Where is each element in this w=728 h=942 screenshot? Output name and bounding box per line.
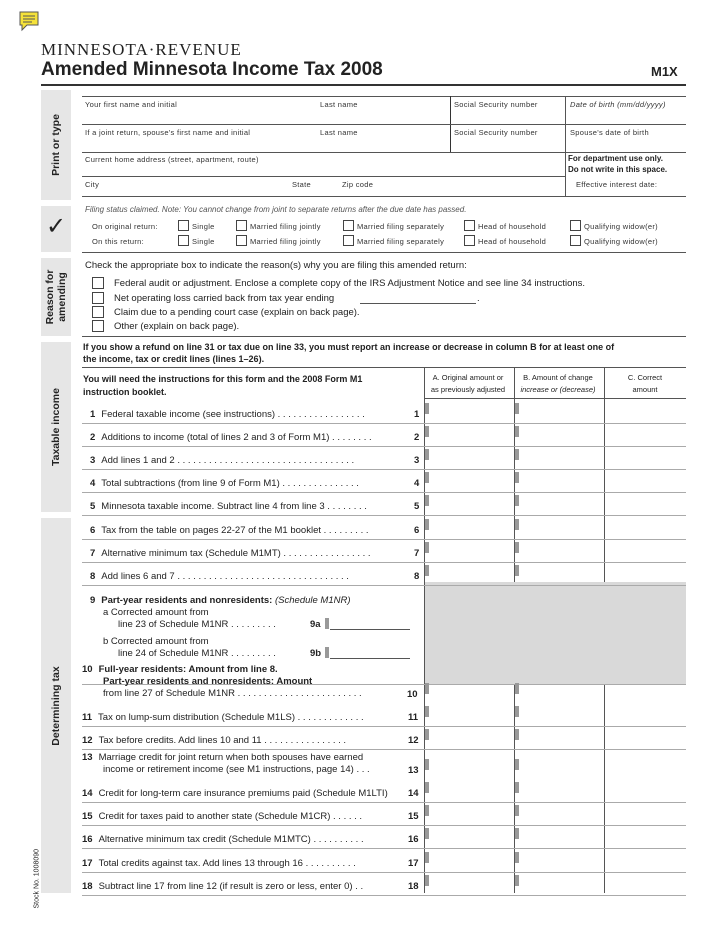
- line-3-col-b-marker: [515, 449, 519, 460]
- line-8-col-c-field[interactable]: [605, 565, 686, 585]
- orig-hoh-label: Head of household: [478, 222, 547, 231]
- line-7-col-c-field[interactable]: [605, 542, 686, 562]
- reason-nol-checkbox[interactable]: [92, 292, 104, 304]
- line-8-col-a-field[interactable]: [425, 565, 513, 585]
- zip-label: Zip code: [342, 180, 374, 189]
- form-title: Amended Minnesota Income Tax 2008: [41, 59, 383, 80]
- line-11-col-a-field[interactable]: [425, 706, 513, 726]
- org-name: MINNESOTA·REVENUE: [41, 40, 242, 59]
- line-4-col-c-field[interactable]: [605, 472, 686, 492]
- line-6: 6 Tax from the table on pages 22-27 of the M1 booklet . . . . . . . . .: [90, 525, 369, 536]
- line-8-ref: 8: [414, 571, 420, 582]
- line-3-col-c-field[interactable]: [605, 449, 686, 469]
- line-4-rule: [82, 492, 686, 493]
- line-1: 1 Federal taxable income (see instructions) . . . . . . . . . . . . . . . . .: [90, 409, 365, 420]
- line-16-col-b-field[interactable]: [515, 828, 603, 848]
- line-3-col-a-field[interactable]: [425, 449, 513, 469]
- spouse-first-label: If a joint return, spouse's first name and initial: [85, 128, 251, 137]
- orig-single-label: Single: [192, 222, 215, 231]
- dept-use-2: Do not write in this space.: [568, 165, 668, 174]
- line-18-rule: [82, 895, 686, 896]
- state-label: State: [292, 180, 312, 189]
- line-16: 16 Alternative minimum tax credit (Schedule M1MTC) . . . . . . . . . .: [82, 834, 364, 845]
- line-4-col-b-field[interactable]: [515, 472, 603, 492]
- line-16-ref: 16: [408, 834, 419, 845]
- line-14: 14 Credit for long-term care insurance premiums paid (Schedule M1LTI): [82, 788, 388, 799]
- filing-row-this: On this return:: [92, 237, 145, 246]
- line-18-col-c-field[interactable]: [605, 875, 686, 895]
- line-16-col-b-marker: [515, 828, 519, 839]
- line9b-field[interactable]: [330, 658, 410, 659]
- line-2-rule: [82, 446, 686, 447]
- line-14-col-b-marker: [515, 782, 519, 793]
- line-14-rule: [82, 802, 686, 803]
- reason-court-checkbox[interactable]: [92, 306, 104, 318]
- line9a-field[interactable]: [330, 629, 410, 630]
- line-11-col-c-field[interactable]: [605, 706, 686, 726]
- line10-ref: 10: [407, 689, 418, 700]
- line-14-col-a-field[interactable]: [425, 782, 513, 802]
- instructions-note-2: instruction booklet.: [83, 387, 167, 397]
- line-15: 15 Credit for taxes paid to another state (Schedule M1CR) . . . . . .: [82, 811, 363, 822]
- line9a-ref: 9a: [310, 619, 321, 630]
- checkmark-icon: ✓: [46, 212, 67, 240]
- line-11: 11 Tax on lump-sum distribution (Schedule M1LS) . . . . . . . . . . . . .: [82, 712, 364, 723]
- orig-qw-checkbox[interactable]: [570, 220, 581, 231]
- line-3-ref: 3: [414, 455, 420, 466]
- line-8: 8 Add lines 6 and 7 . . . . . . . . . . . . . . . . . . . . . . . . . . . . . . . . .: [90, 571, 349, 582]
- line13: 13 Marriage credit for joint return when both spouses have earned income or retirement income (see M1 instructions, page 14) . . .: [82, 752, 370, 775]
- reason-court-label: Claim due to a pending court case (explain on back page).: [114, 307, 360, 318]
- form-id: M1X: [651, 64, 678, 79]
- line-18-ref: 18: [408, 881, 419, 892]
- line-16-col-c-field[interactable]: [605, 828, 686, 848]
- line9a-1: a Corrected amount from: [103, 607, 209, 618]
- line-8-rule: [82, 585, 686, 586]
- line-3-col-b-field[interactable]: [515, 449, 603, 469]
- line9b-marker: [325, 647, 329, 658]
- line-3-col-a-marker: [425, 449, 429, 460]
- line9b-1: b Corrected amount from: [103, 636, 209, 647]
- sidebar-print-label: Print or type: [50, 114, 62, 176]
- dob-label: Date of birth (mm/dd/yyyy): [570, 100, 666, 109]
- line-2: 2 Additions to income (total of lines 2 and 3 of Form M1) . . . . . . . .: [90, 432, 372, 443]
- this-single-checkbox[interactable]: [178, 235, 189, 246]
- reason-audit-checkbox[interactable]: [92, 277, 104, 289]
- line-18: 18 Subtract line 17 from line 12 (if result is zero or less, enter 0) . .: [82, 881, 364, 892]
- line-12-rule: [82, 749, 686, 750]
- this-hoh-checkbox[interactable]: [464, 235, 475, 246]
- line-18-col-b-marker: [515, 875, 519, 886]
- line-2-col-b-field[interactable]: [515, 426, 603, 446]
- line-5-rule: [82, 515, 686, 516]
- line-17-rule: [82, 872, 686, 873]
- line-1-col-a-marker: [425, 403, 429, 414]
- nol-year-field[interactable]: [360, 303, 476, 304]
- address-label: Current home address (street, apartment, route): [85, 155, 259, 164]
- line-18-col-b-field[interactable]: [515, 875, 603, 895]
- line-3: 3 Add lines 1 and 2 . . . . . . . . . . . . . . . . . . . . . . . . . . . . . . . . . .: [90, 455, 355, 466]
- spouse-dob-label: Spouse's date of birth: [570, 128, 649, 137]
- line-12: 12 Tax before credits. Add lines 10 and 11 . . . . . . . . . . . . . . . .: [82, 735, 347, 746]
- this-mfs-label: Married filing separately: [357, 237, 445, 246]
- orig-single-checkbox[interactable]: [178, 220, 189, 231]
- line-13-col-a-marker: [425, 759, 429, 770]
- line-10-col-b-marker: [515, 683, 519, 694]
- line-1-col-a-field[interactable]: [425, 403, 513, 423]
- line-8-col-a-marker: [425, 565, 429, 576]
- line-15-col-c-field[interactable]: [605, 805, 686, 825]
- line9a-2: line 23 of Schedule M1NR . . . . . . . . .: [118, 619, 276, 630]
- sidebar-taxable-label: Taxable income: [50, 388, 62, 467]
- header-rule: [41, 84, 686, 86]
- line-5-col-b-marker: [515, 495, 519, 506]
- line-7-col-a-field[interactable]: [425, 542, 513, 562]
- line9: 9 Part-year residents and nonresidents: (Schedule M1NR): [90, 595, 351, 606]
- line-1-ref: 1: [414, 409, 420, 420]
- line-7-col-a-marker: [425, 542, 429, 553]
- line-1-col-b-marker: [515, 403, 519, 414]
- line-17-ref: 17: [408, 858, 419, 869]
- line9a-marker: [325, 618, 329, 629]
- line-2-col-a-marker: [425, 426, 429, 437]
- line-15-col-a-field[interactable]: [425, 805, 513, 825]
- dept-use-1: For department use only.: [568, 154, 663, 163]
- line-5-col-c-field[interactable]: [605, 495, 686, 515]
- line-11-col-b-field[interactable]: [515, 706, 603, 726]
- line13-ref: 13: [408, 765, 419, 776]
- line-16-rule: [82, 848, 686, 849]
- line-5: 5 Minnesota taxable income. Subtract line 4 from line 3 . . . . . . . .: [90, 501, 367, 512]
- line-7-col-b-field[interactable]: [515, 542, 603, 562]
- reason-audit-label: Federal audit or adjustment. Enclose a complete copy of the IRS Adjustment Notice and see line 34 instructions.: [114, 278, 586, 289]
- line-4: 4 Total subtractions (from line 9 of Form M1) . . . . . . . . . . . . . . .: [90, 478, 359, 489]
- line-12-col-b-marker: [515, 729, 519, 740]
- line-7-col-b-marker: [515, 542, 519, 553]
- line-7-ref: 7: [414, 548, 420, 559]
- note-icon[interactable]: [18, 10, 40, 32]
- refund-notice-1: If you show a refund on line 31 or tax due on line 33, you must report an increase or decrease in column B for at least one of: [83, 342, 615, 352]
- line-12-col-a-field[interactable]: [425, 729, 513, 749]
- filing-intro: Filing status claimed. Note: You cannot change from joint to separate returns after the due date has passed.: [85, 205, 467, 214]
- line-5-ref: 5: [414, 501, 420, 512]
- line-18-col-a-field[interactable]: [425, 875, 513, 895]
- line-4-ref: 4: [414, 478, 420, 489]
- line-17: 17 Total credits against tax. Add lines 13 through 16 . . . . . . . . . .: [82, 858, 356, 869]
- line-5-col-b-field[interactable]: [515, 495, 603, 515]
- nol-period: .: [477, 293, 480, 304]
- line-10-col-a-marker: [425, 683, 429, 694]
- spouse-ssn-label: Social Security number: [454, 128, 538, 137]
- line9b-2: line 24 of Schedule M1NR . . . . . . . . .: [118, 648, 276, 659]
- this-single-label: Single: [192, 237, 215, 246]
- line-14-ref: 14: [408, 788, 419, 799]
- line-1-col-c-field[interactable]: [605, 403, 686, 423]
- line-17-col-a-marker: [425, 852, 429, 863]
- line-11-col-a-marker: [425, 706, 429, 717]
- first-name-label: Your first name and initial: [85, 100, 178, 109]
- line-7: 7 Alternative minimum tax (Schedule M1MT) . . . . . . . . . . . . . . . . .: [90, 548, 371, 559]
- this-hoh-label: Head of household: [478, 237, 547, 246]
- orig-hoh-checkbox[interactable]: [464, 220, 475, 231]
- this-mfj-checkbox[interactable]: [236, 235, 247, 246]
- line-11-col-b-marker: [515, 706, 519, 717]
- orig-mfj-checkbox[interactable]: [236, 220, 247, 231]
- line-14-col-c-field[interactable]: [605, 782, 686, 802]
- line-6-col-b-field[interactable]: [515, 519, 603, 539]
- instructions-note-1: You will need the instructions for this form and the 2008 Form M1: [83, 374, 363, 384]
- line-3-rule: [82, 469, 686, 470]
- line-6-rule: [82, 539, 686, 540]
- line-2-col-c-field[interactable]: [605, 426, 686, 446]
- this-mfj-label: Married filing jointly: [250, 237, 321, 246]
- line-8-col-b-field[interactable]: [515, 565, 603, 585]
- spouse-last-label: Last name: [320, 128, 358, 137]
- line-14-col-b-field[interactable]: [515, 782, 603, 802]
- line-6-col-c-field[interactable]: [605, 519, 686, 539]
- line-15-ref: 15: [408, 811, 419, 822]
- stock-number: Stock No. 1008090: [33, 848, 41, 909]
- line-11-rule: [82, 726, 686, 727]
- line-4-col-a-field[interactable]: [425, 472, 513, 492]
- line9b-ref: 9b: [310, 648, 322, 659]
- sidebar-reason-label: Reason for amending: [44, 269, 68, 325]
- line-16-col-a-field[interactable]: [425, 828, 513, 848]
- line-1-col-b-field[interactable]: [515, 403, 603, 423]
- line-17-col-b-marker: [515, 852, 519, 863]
- col-a-header: A. Original amount or as previously adjusted: [430, 373, 506, 394]
- orig-mfs-label: Married filing separately: [357, 222, 445, 231]
- line-2-col-b-marker: [515, 426, 519, 437]
- line-14-col-a-marker: [425, 782, 429, 793]
- line-8-col-b-marker: [515, 565, 519, 576]
- this-qw-checkbox[interactable]: [570, 235, 581, 246]
- orig-qw-label: Qualifying widow(er): [584, 222, 658, 231]
- line-13-col-b-marker: [515, 759, 519, 770]
- line-15-col-b-field[interactable]: [515, 805, 603, 825]
- line-1-rule: [82, 423, 686, 424]
- line-6-col-b-marker: [515, 519, 519, 530]
- line-7-rule: [82, 562, 686, 563]
- line-17-col-b-field[interactable]: [515, 852, 603, 872]
- line-15-rule: [82, 825, 686, 826]
- sidebar-determining-label: Determining tax: [50, 666, 62, 746]
- this-qw-label: Qualifying widow(er): [584, 237, 658, 246]
- line10: 10 Full-year residents: Amount from line 8. Part-year residents and nonresidents: Amount from line 27 of Schedule M1NR . . . . . . . . . . . . . . . . . . . . . . . .: [82, 664, 362, 699]
- line-18-col-a-marker: [425, 875, 429, 886]
- reason-nol-label: Net operating loss carried back from tax year ending: [114, 293, 335, 304]
- col-c-header: C. Correct amount: [627, 373, 663, 394]
- line-17-col-a-field[interactable]: [425, 852, 513, 872]
- line-6-col-a-marker: [425, 519, 429, 530]
- line-5-col-a-field[interactable]: [425, 495, 513, 515]
- ssn-label: Social Security number: [454, 100, 538, 109]
- col-b-header: B. Amount of change increase or (decrease): [520, 373, 596, 394]
- line-12-ref: 12: [408, 735, 419, 746]
- interest-date-label: Effective interest date:: [576, 180, 658, 189]
- filing-row-original: On original return:: [92, 222, 158, 231]
- last-name-label: Last name: [320, 100, 358, 109]
- line-4-col-b-marker: [515, 472, 519, 483]
- line-12-col-a-marker: [425, 729, 429, 740]
- reason-other-checkbox[interactable]: [92, 320, 104, 332]
- line-5-col-a-marker: [425, 495, 429, 506]
- reason-intro: Check the appropriate box to indicate the reason(s) why you are filing this amended return:: [85, 260, 467, 271]
- reason-other-label: Other (explain on back page).: [114, 321, 240, 332]
- line9-shaded-area: [425, 582, 686, 684]
- line-4-col-a-marker: [425, 472, 429, 483]
- line-12-col-c-field[interactable]: [605, 729, 686, 749]
- line-17-col-c-field[interactable]: [605, 852, 686, 872]
- line-16-col-a-marker: [425, 828, 429, 839]
- orig-mfj-label: Married filing jointly: [250, 222, 321, 231]
- line-6-col-a-field[interactable]: [425, 519, 513, 539]
- this-mfs-checkbox[interactable]: [343, 235, 354, 246]
- line-2-ref: 2: [414, 432, 420, 443]
- line-6-ref: 6: [414, 525, 420, 536]
- line-11-ref: 11: [408, 712, 419, 723]
- city-label: City: [85, 180, 100, 189]
- line-2-col-a-field[interactable]: [425, 426, 513, 446]
- line-15-col-b-marker: [515, 805, 519, 816]
- line-15-col-a-marker: [425, 805, 429, 816]
- refund-notice-2: the income, tax or credit lines (lines 1–26).: [83, 354, 265, 364]
- line-12-col-b-field[interactable]: [515, 729, 603, 749]
- orig-mfs-checkbox[interactable]: [343, 220, 354, 231]
